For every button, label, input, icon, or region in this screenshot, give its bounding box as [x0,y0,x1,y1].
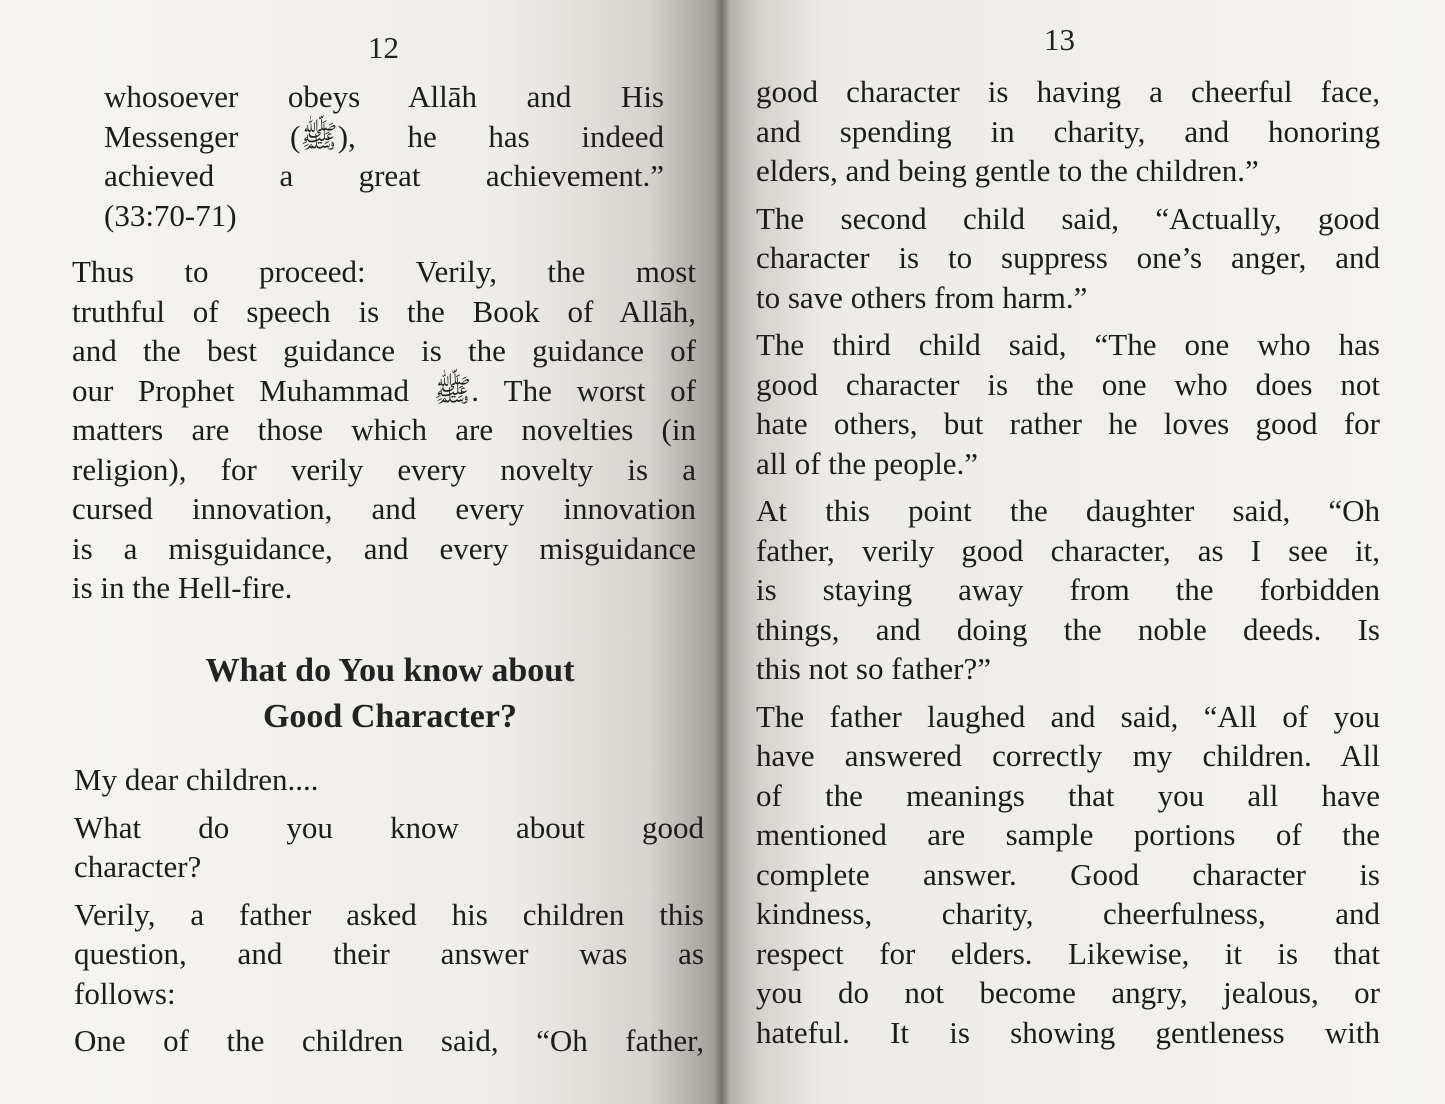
body-line: The second child said, “Actually, good [756,200,1380,236]
body-line: good character is having a cheerful face, [756,74,1380,109]
heading-line: What do You know about [205,652,575,689]
section-heading [120,648,660,740]
body-line: complete answer. Good character is [756,856,1380,892]
verse-line: (33:70-71) [104,197,237,233]
body-line: father, verily good character, as I see it, [756,532,1380,568]
right-page [722,0,1445,1104]
paragraph-line: Thus to proceed: Verily, the most [72,254,696,289]
body-line: this not so father?” [756,651,992,686]
body-line: and spending in charity, and honoring [756,113,1380,149]
paragraph-line: truthful of speech is the Book of Allāh, [72,293,696,329]
body-line: kindness, charity, cheerfulness, and [756,896,1380,931]
heading-line: Good Character? [262,698,517,735]
body-line: you do not become angry, jealous, or [756,975,1380,1010]
body-line: hateful. It is showing gentleness with [756,1014,1380,1050]
body-line: hate others, but rather he loves good for [756,406,1380,441]
book-spine-shadow [714,0,730,1104]
paragraph-line: and the best guidance is the guidance of [72,333,696,368]
body-line: question, and their answer was as [74,936,704,971]
body-line: have answered correctly my children. All [756,738,1380,773]
body-line: The third child said, “The one who has [756,327,1380,362]
body-line: What do you know about good [74,809,704,845]
left-page [0,0,722,1104]
body-line: is staying away from the forbidden [756,572,1380,607]
verse-line: Messenger (ﷺ), he has indeed [104,118,664,154]
body-line: One of the children said, “Oh father, [74,1023,704,1058]
page-number-right: 13 [1044,22,1075,57]
body-line: Verily, a father asked his children this [74,896,704,932]
paragraph-line: cursed innovation, and every innovation [72,491,696,526]
body-line: follows: [74,975,176,1011]
body-line: The father laughed and said, “All of you [756,698,1380,734]
body-text [74,760,704,1061]
body-line: character? [74,849,202,884]
body-line: respect for elders. Likewise, it is that [756,935,1380,971]
body-line: of the meanings that you all have [756,777,1380,813]
body-line: mentioned are sample portions of the [756,817,1380,852]
verse-block [104,77,664,235]
verse-line: whosoever obeys Allāh and His [104,79,664,114]
right-body-text [756,72,1380,1052]
paragraph-line: matters are those which are novelties (in [72,412,696,447]
intro-paragraph [72,252,696,608]
body-line: things, and doing the noble deeds. Is [756,611,1380,647]
body-line: elders, and being gentle to the children.” [756,153,1259,188]
paragraph-line: is in the Hell-fire. [72,570,293,605]
page-number-left: 12 [368,30,399,65]
body-line: My dear children.... [74,762,319,797]
paragraph-line: is a misguidance, and every misguidance [72,530,696,566]
body-line: character is to suppress one’s anger, and [756,240,1380,275]
body-line: good character is the one who does not [756,366,1380,402]
paragraph-line: religion), for verily every novelty is a [72,451,696,487]
body-line: to save others from harm.” [756,279,1088,315]
body-line: all of the people.” [756,445,979,481]
paragraph-line: our Prophet Muhammad ﷺ. The worst of [72,372,696,408]
verse-line: achieved a great achievement.” [104,158,664,193]
body-line: At this point the daughter said, “Oh [756,493,1380,528]
